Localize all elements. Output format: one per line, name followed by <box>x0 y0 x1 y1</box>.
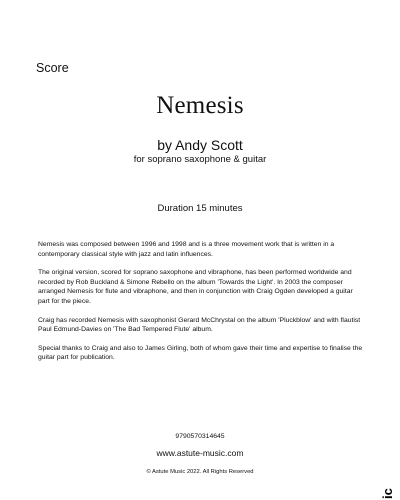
publisher-website: www.astute-music.com <box>156 448 244 458</box>
copyright-notice: © Astute Music 2022. All Rights Reserved <box>146 469 254 475</box>
program-notes <box>38 240 364 372</box>
publisher-logo-icon <box>377 477 399 500</box>
composer-byline: by Andy Scott <box>157 137 243 153</box>
program-note-paragraph: Craig has recorded Nemesis with saxophonist Gerard McChrystal on the album 'Pluckblow' and with flautist Paul Edmund-Davies on 'The Bad Tempered Flute' album. <box>38 316 361 334</box>
duration: Duration 15 minutes <box>157 203 243 214</box>
ismn-number: 9790570314645 <box>175 433 225 440</box>
piece-title: Nemesis <box>156 92 244 119</box>
program-note-paragraph: The original version, scored for soprano saxophone and vibraphone, has been performed worldwide and recorded by Rob Buckland & Simone Rebello on the album 'Towards the Light'. In 2003 the composer arranged Nemesis for flute and vibraphone, and then in conjunction with Craig Ogden developed a guitar part for the piece. <box>38 269 353 305</box>
program-note-paragraph: Nemesis was composed between 1996 and 1998 and is a three movement work that is written in a contemporary classical style with jazz and latin influences. <box>38 241 335 258</box>
program-note-paragraph: Special thanks to Craig and also to James Girling, both of whom gave their time and expertise to finalise the guitar part for publication. <box>38 344 363 362</box>
score-label: Score <box>36 61 69 75</box>
publisher-logo-text: ic <box>380 488 395 499</box>
instrumentation: for soprano saxophone & guitar <box>133 154 267 165</box>
